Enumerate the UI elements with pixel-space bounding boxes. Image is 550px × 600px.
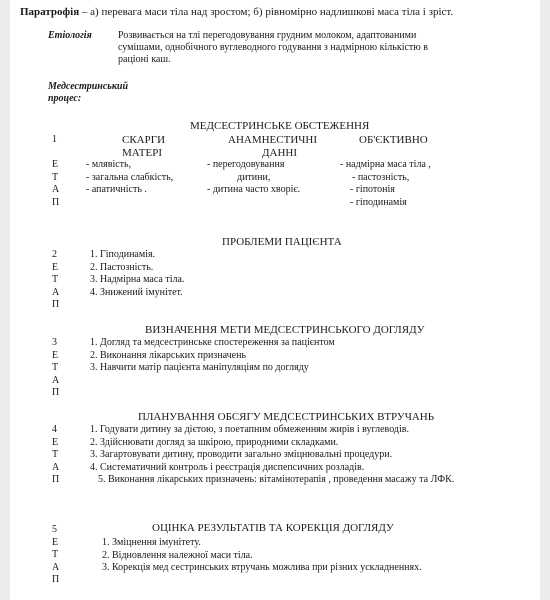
- complaint-item: - млявість,: [86, 159, 132, 170]
- stage1-col2-header2: ДАННІ: [262, 147, 297, 159]
- stage2-title: ПРОБЛЕМИ ПАЦІЄНТА: [222, 236, 342, 248]
- paratrophy-definition: – а) перевага маси тіла над зростом; б) рівномірно надлишкові маса тіла і зріст.: [79, 6, 454, 18]
- stage2-letters: [52, 249, 59, 312]
- stage3-goal-list: [90, 337, 335, 375]
- etiology-line-3: раціоні каш.: [118, 54, 171, 65]
- etiology-line-2: сумішами, однобічного вуглеводного годування з надмірною кількістю в: [118, 42, 428, 53]
- stage-letter: А: [52, 461, 60, 473]
- stage-letter: П: [52, 387, 60, 398]
- goal-item: 3. Навчити матір пацієнта маніпуляціям по догляду: [90, 362, 309, 373]
- problem-item: 1. Гіподинамія.: [90, 249, 156, 260]
- intervention-item: 3. Загартовувати дитину, проводити загально зміцнювальні процедури.: [90, 449, 393, 460]
- stage-letter: Е: [52, 261, 59, 273]
- problem-item: 2. Пастозність.: [90, 261, 154, 273]
- evaluation-item: 3. Корекція мед сестринських втручань можлива при різних ускладненнях.: [102, 562, 422, 573]
- stage1-title: МЕДСЕСТРИНСЬКЕ ОБСТЕЖЕННЯ: [190, 120, 370, 132]
- stage1-col1-header1: СКАРГИ: [122, 134, 166, 146]
- stage3-number: 3: [52, 337, 57, 348]
- document-page: [10, 0, 540, 600]
- goal-item: 1. Догляд та медсестринське спостереження за пацієнтом: [90, 337, 335, 348]
- stage4-intervention-list: [90, 424, 454, 487]
- stage-letter: А: [52, 374, 60, 386]
- stage5-number: 5: [52, 524, 57, 535]
- anamnesis-item: - дитина часто хворіє.: [207, 184, 301, 195]
- objective-item: - надмірна маса тіла ,: [340, 159, 431, 170]
- anamnesis-item: дитини,: [237, 171, 271, 183]
- anamnesis-item: - перегодовування: [207, 159, 285, 170]
- stage1-anamnesis-list: [207, 159, 300, 197]
- stage-letter: П: [52, 574, 60, 585]
- process-label-line-2: процес:: [48, 93, 82, 104]
- process-label-line-1: Медсестринський: [48, 81, 129, 92]
- intervention-item: 5. Виконання лікарських призначень: вітамінотерапія , проведення масажу та ЛФК.: [98, 474, 455, 485]
- complaint-item: - загальна слабкість,: [86, 171, 174, 183]
- stage-letter: Т: [52, 549, 59, 560]
- stage1-col2-header1: АНАМНЕСТИЧНІ: [228, 134, 318, 146]
- stage4-title: ПЛАНУВАННЯ ОБСЯГУ МЕДСЕСТРИНСЬКИХ ВТРУЧАНЬ: [138, 411, 435, 423]
- intervention-item: 1. Годувати дитину за дієтою, з поетапним обмеженням жирів і вуглеводів.: [90, 424, 410, 435]
- stage1-letters: [52, 159, 59, 209]
- stage1-number: 1: [52, 134, 57, 145]
- stage5-letters: [52, 524, 59, 587]
- stage-letter: Е: [52, 536, 59, 548]
- intervention-item: 4. Систематичний контроль і реєстрація диспепсичних розладів.: [90, 461, 365, 473]
- stage-letter: Т: [52, 362, 59, 373]
- stage4-letters: [52, 424, 59, 487]
- stage-letter: А: [52, 561, 60, 573]
- etiology-label: Етіологія: [48, 30, 92, 41]
- stage3-letters: [52, 337, 59, 400]
- stage-letter: Т: [52, 274, 59, 285]
- evaluation-item: 2. Відновлення належної маси тіла.: [102, 549, 253, 561]
- stage3-title: ВИЗНАЧЕННЯ МЕТИ МЕДСЕСТРИНСЬКОГО ДОГЛЯДУ: [145, 324, 425, 336]
- problem-item: 4. Знижений імунітет.: [90, 286, 183, 298]
- objective-item: - гіподинамія: [350, 196, 407, 208]
- stage1-col3-header1: ОБ'ЄКТИВНО: [359, 134, 428, 146]
- etiology-line-1: Розвивається на тлі перегодовування грудним молоком, адаптованими: [118, 30, 417, 41]
- stage1-stage-marker: [52, 134, 57, 147]
- stage-letter: Т: [52, 449, 59, 460]
- paratrophy-term: Паратрофія: [20, 6, 80, 18]
- stage-letter: П: [52, 474, 60, 485]
- stage1-objective-list: [340, 159, 431, 209]
- stage-letter: Е: [52, 159, 59, 170]
- paratrophy-line: [20, 6, 453, 19]
- objective-item: - гіпотонія: [350, 184, 395, 195]
- stage-letter: Е: [52, 349, 59, 361]
- stage-letter: П: [52, 299, 60, 310]
- problem-item: 3. Надмірна маса тіла.: [90, 274, 185, 285]
- stage-letter: П: [52, 196, 60, 208]
- evaluation-item: 1. Зміцнення імунітету.: [102, 537, 201, 548]
- stage2-problem-list: [90, 249, 184, 299]
- stage2-number: 2: [52, 249, 57, 260]
- goal-item: 2. Виконання лікарських призначень: [90, 349, 247, 361]
- stage-letter: А: [52, 286, 60, 298]
- intervention-item: 2. Здійснювати догляд за шкірою, природними складками.: [90, 436, 339, 448]
- stage-letter: А: [52, 184, 60, 195]
- stage-letter: Т: [52, 171, 59, 183]
- complaint-item: - апатичність .: [86, 184, 147, 195]
- objective-item: - пастозність,: [352, 171, 410, 183]
- stage5-evaluation-list: [102, 537, 422, 575]
- stage4-number: 4: [52, 424, 57, 435]
- stage1-complaints-list: [86, 159, 173, 197]
- stage5-title: ОЦІНКА РЕЗУЛЬТАТІВ ТА КОРЕКЦІЯ ДОГЛЯДУ: [152, 522, 394, 534]
- stage1-col1-header2: МАТЕРІ: [122, 147, 162, 159]
- stage-letter: Е: [52, 436, 59, 448]
